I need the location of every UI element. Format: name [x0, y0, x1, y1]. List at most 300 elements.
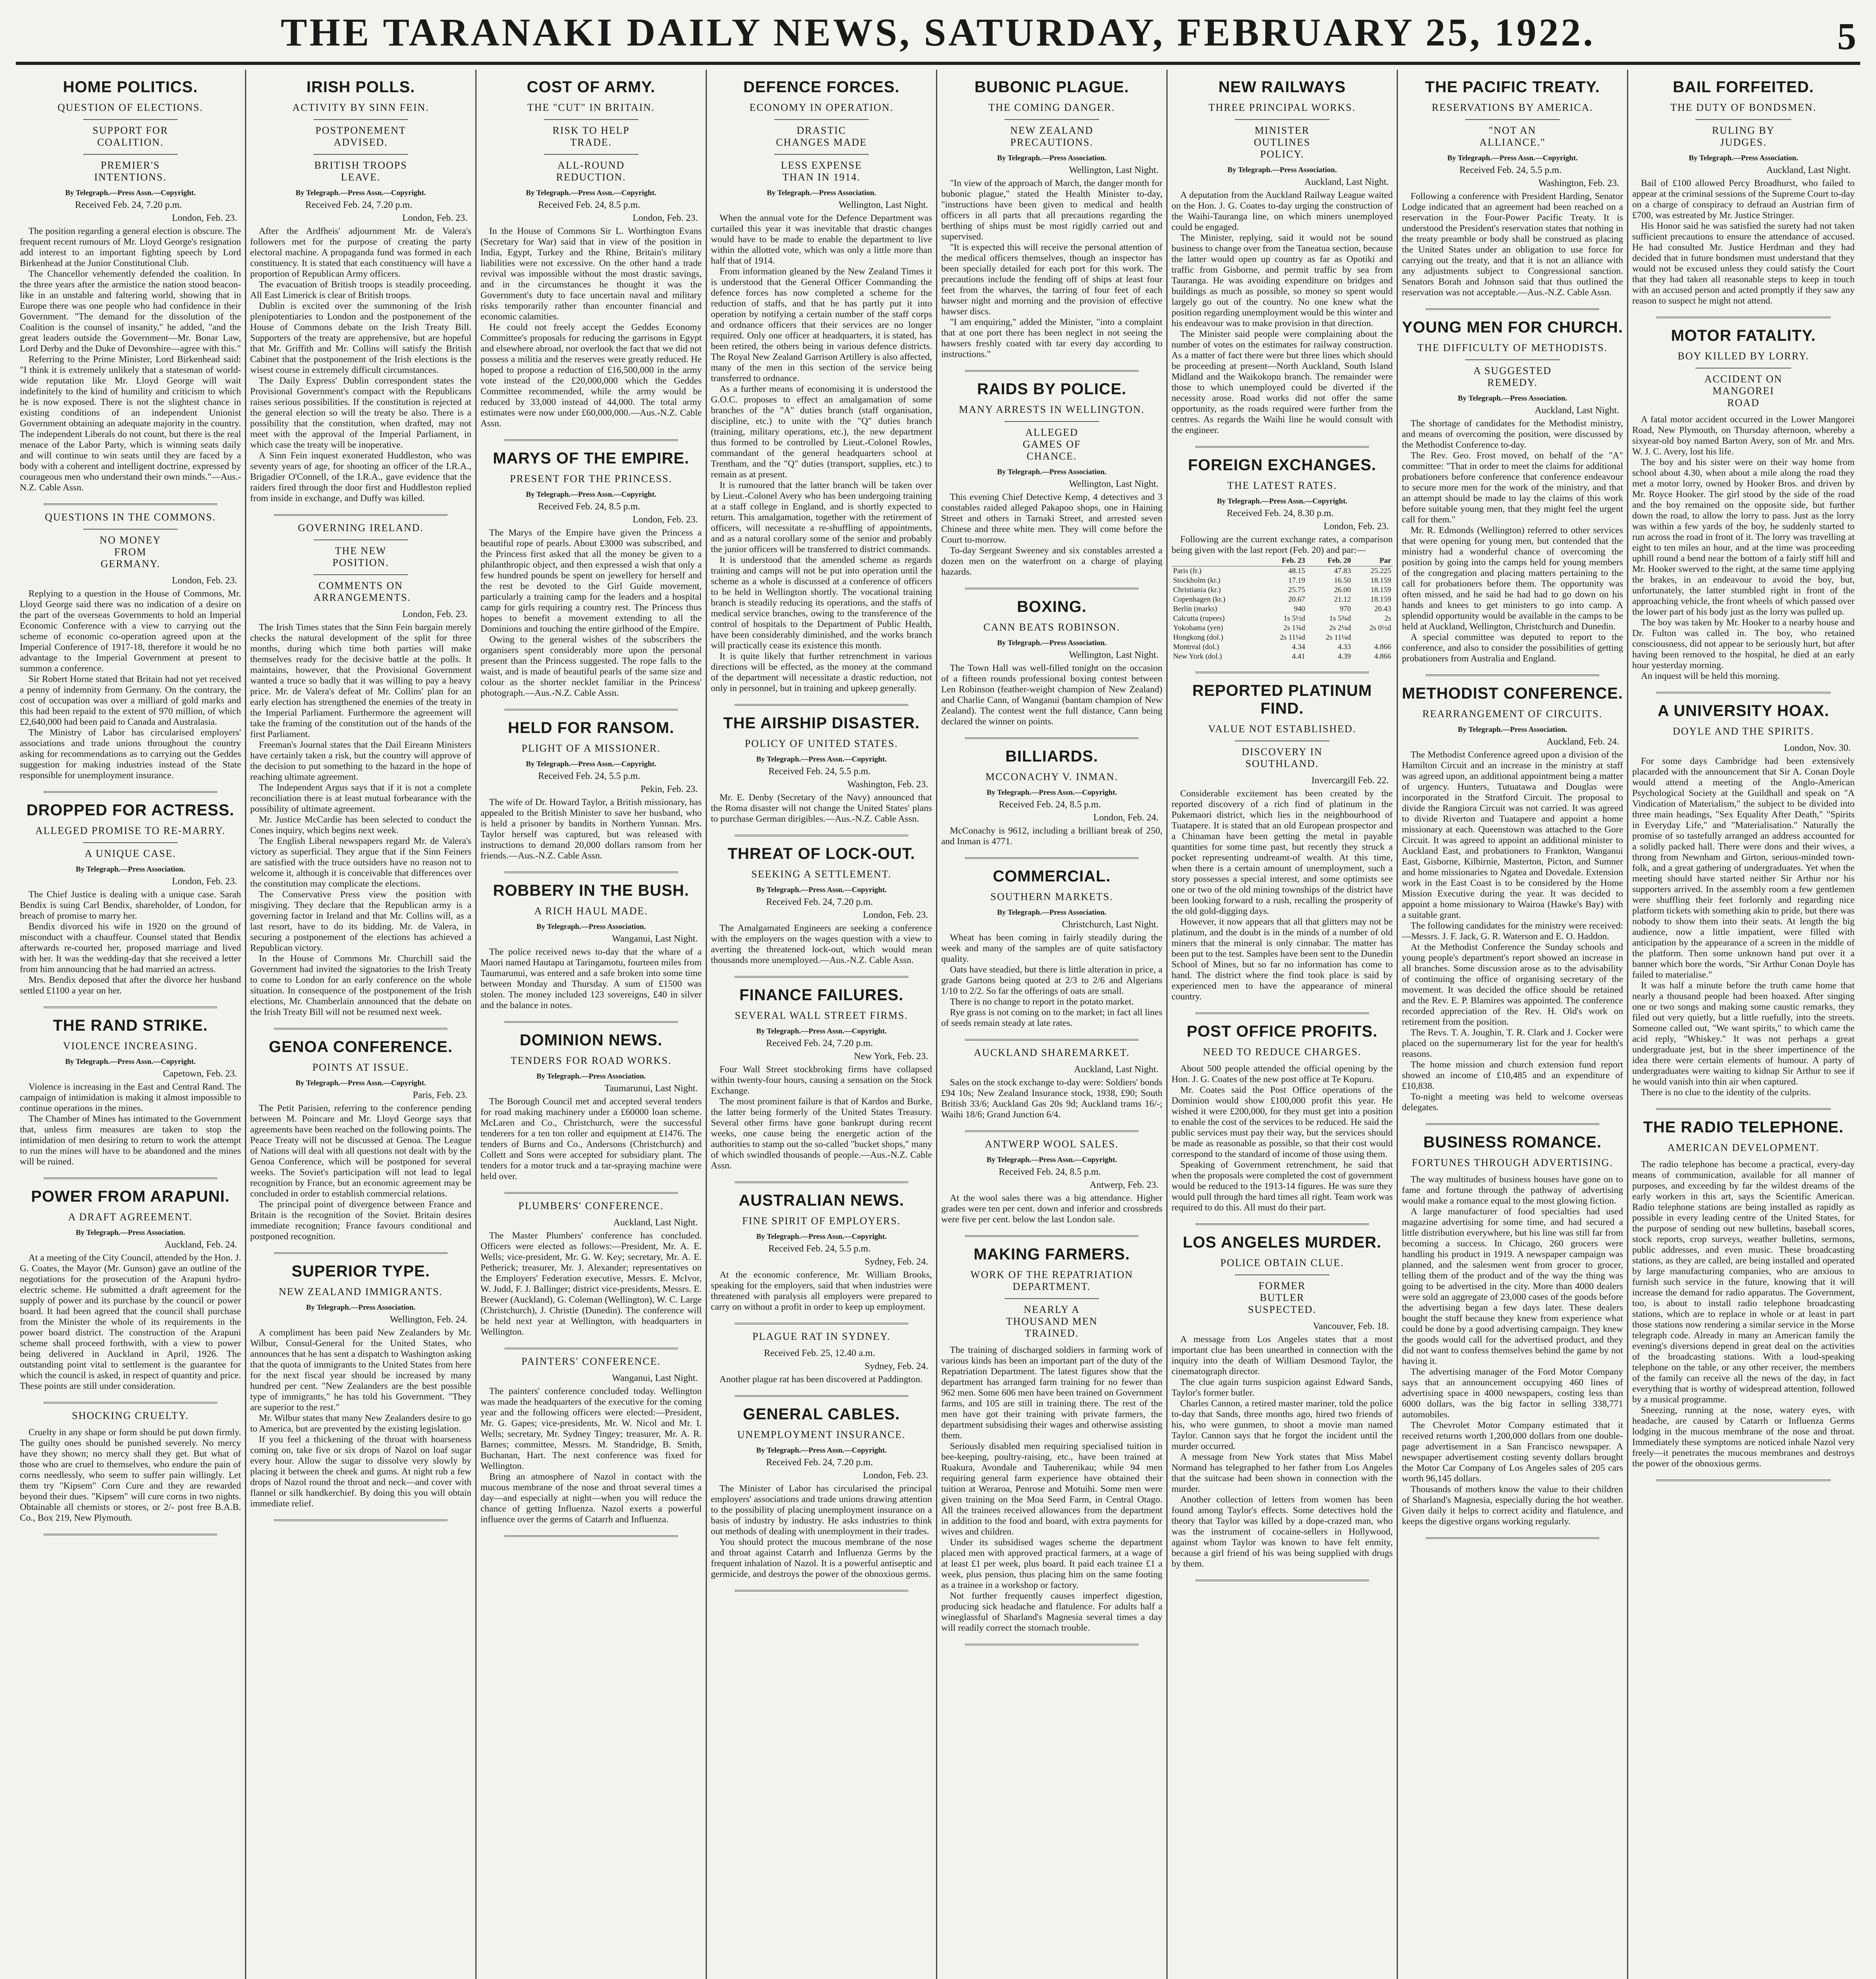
article [20, 1410, 241, 1523]
article-subheading: FORTUNES THROUGH ADVERTISING. [1412, 1157, 1613, 1168]
article-body [711, 213, 932, 694]
article-paragraph: The Amalgamated Engineers are seeking a conference with the employers on the wages question with a view to averting the threatened lock-out, which would mean thousands more unemployed.—Aus.-N.Z. Cable Assn. [711, 923, 932, 965]
article-subheading: NEW ZEALAND IMMIGRANTS. [279, 1286, 443, 1297]
article-separator [965, 588, 1139, 589]
article-paragraph: The shortage of candidates for the Methodist ministry, and means of overcoming the position, were discussed by the Methodist Conference to-day. [1402, 418, 1623, 450]
article-paragraph: However, it now appears that all that glitters may not be platinum, and the doubt is in the minds of a number of old miners that the mineral is only cinnabar. The matter has been put to the test. Samples have been sent to the Dunedin School of Mines, but so far no information has come to hand. The district where the find took place is said by experienced men to have the appearance of mineral country. [1172, 917, 1393, 1002]
article-dateline: Wellington, Last Night. [838, 200, 928, 210]
table-cell: 47.83 [1334, 567, 1351, 575]
article-subheading: UNEMPLOYMENT INSURANCE. [737, 1429, 906, 1440]
article-paragraph: Mr. Coates said the Post Office operations of the Dominion would show £100,000 profit this year. He wished it were £200,000, for they must get into a position to enable the cost of the services to be reduced. He said the public services must pay their way, but the services should be made as reasonable as possible, so that their cost would correspond to the standard of income of those using them. [1172, 1085, 1393, 1159]
article-paragraph: The Independent Argus says that if it is not a complete reconciliation there is at least mutual forbearance with the possibility of ultimate agreement. [250, 782, 471, 814]
article-paragraph: When the annual vote for the Defence Department was curtailed this year it was inevitable that drastic changes would have to be made to enable the department to live within the allotted vote, which was only a little more than half that of 1914. [711, 213, 932, 266]
article-paragraph: About 500 people attended the official opening by the Hon. J. G. Coates of the new post office at Te Kopuru. [1172, 1064, 1393, 1084]
article-dateline: Washington, Feb. 23. [847, 779, 928, 790]
article [20, 1017, 241, 1167]
article-dateline: London, Feb. 23. [172, 213, 237, 223]
article-paragraph: Sales on the stock exchange to-day were: Soldiers' bonds £94 10s; New Zealand Insurance stock, 1938, £90; South British 33/6; Auckland Gas 20s 9d; Auckland trams 16/-; Waihi 18/6; Grand Junction 6/4. [941, 1077, 1162, 1120]
table-cell: 25.225 [1370, 567, 1391, 575]
table-row [1172, 642, 1393, 652]
table-column-header: Par [1352, 556, 1393, 566]
article-byline: By Telegraph.—Press Assn.—Copyright. [756, 1027, 887, 1035]
article-headline: THE RAND STRIKE. [53, 1017, 208, 1034]
article-body [1402, 1174, 1623, 1527]
article-paragraph: The Marys of the Empire have given the Princess a beautiful rope of pearls. About £3000 was subscribed, and the Princess first asked that all the money be given to a philanthropic object, and then expressed a wish that only a few hundred pounds be spent on jewellery for herself and the rest be devoted to the Girl Guide movement, particularly a training camp for the leaders and a hospital camp for girls requiring a country rest. The Princess thus hopes to benefit a movement extending to all the Dominions and touching the entire girlhood of the Empire. [480, 528, 702, 634]
article-paragraph: As a further means of economising it is understood the G.O.C. proposes to effect an amalgamation of some branches of the "A" duties branch (staff organisation, discipline, etc.) to unite with the "Q" duties branch (training, military operations, etc.), the new department thus formed to be controlled by Lieut.-Colonel Rowles, commandant of the general headquarters school at Trentham, and the "Q" duties (transport, supplies, etc.) to remain as at present. [711, 384, 932, 480]
article-byline: By Telegraph.—Press Assn.—Copyright. [526, 760, 657, 768]
newspaper-title: THE TARANAKI DAILY NEWS, SATURDAY, FEBRUARY 25, 1922. [281, 10, 1595, 54]
table-row [1172, 614, 1393, 623]
article [480, 719, 702, 861]
article-dateline: Wellington, Last Night. [1069, 650, 1158, 660]
article-paragraph: A large manufacturer of food specialties had used magazine advertising for some time, and had secured a little distribution everywhere, but his line was still far from becoming a success. In Chicago, 260 grocers were handling his product in 1919. A newspaper campaign was planned, and the salesmen went from grocer to grocer, telling them of the product and of the way the thing was going to be advertised in the city. More than 4000 dealers were sold an aggregate of 23,000 cases of the goods before the advertising began a few days later. These dealers bought the stuff because they knew from experience what could be done by a good advertising campaign. They knew the goods would call for the advertised product, and they did not want to confess themselves behind the game by not having it. [1402, 1206, 1623, 1366]
table-cell [1352, 633, 1393, 642]
table-cell: 1s 5½d [1283, 614, 1305, 623]
article-dateline: London, Feb. 23. [402, 213, 467, 223]
article-subheading: ECONOMY IN OPERATION. [749, 102, 894, 113]
article-subheading: QUESTION OF ELECTIONS. [57, 102, 203, 113]
article-dateline: Paris, Feb. 23. [413, 1090, 467, 1100]
article-paragraph: Mr. Justice McCardie has been selected to conduct the Cones inquiry, which begins next week. [250, 815, 471, 836]
article-paragraph: A special committee was deputed to report to the conference, and also to consider the possibilities of getting probationers from Australia and England. [1402, 632, 1623, 664]
article-separator [1426, 1537, 1599, 1539]
article [250, 78, 471, 504]
article-subheading: PLUMBERS' CONFERENCE. [518, 1200, 664, 1212]
article-headline: LOS ANGELES MURDER. [1183, 1234, 1382, 1251]
article-body [20, 1253, 241, 1392]
article-paragraph: Another collection of letters from women has been found among Taylor's effects. Some detectives hold the theory that Taylor was killed by a dope-crazed man, who was the instrument of cocaine-sellers in Hollywood, against whom Taylor was known to have felt enmity, because a girl friend of his was being supplied with drugs by them. [1172, 1495, 1393, 1569]
news-column [1398, 70, 1628, 1979]
article-subheading: RISK TO HELP TRADE. [544, 119, 638, 148]
table-cell: 48.15 [1288, 567, 1305, 575]
article-subheading: SHOCKING CRUELTY. [72, 1410, 189, 1421]
table-cell: 25.75 [1288, 586, 1305, 594]
article [711, 845, 932, 966]
table-row [1172, 566, 1393, 576]
article [480, 450, 702, 699]
article-paragraph: The Town Hall was well-filled tonight on the occasion of a fifteen rounds professional boxing contest between Len Robinson (feather-weight champion of New Zealand) and Charlie Cann, of Wanganui (bantam champion of New Zealand). The contest went the full distance, Cann being declared the winner on points. [941, 663, 1162, 727]
article-subheading: RULING BY JUDGES. [1696, 119, 1791, 148]
article-paragraph: It is quite likely that further retrenchment in various directions will be effected, as the money at the command of the department will necessitate a drastic reduction, not only in personnel, but in training and upkeep generally. [711, 651, 932, 693]
article-separator [44, 1534, 217, 1535]
article-paragraph: You should protect the mucous membrane of the nose and throat against Catarrh and Influenza Germs by the frequent inhalation of Nazol. It is a powerful antiseptic and germicide, and destroys the power of the obnoxious germs. [711, 1537, 932, 1579]
article [1172, 1023, 1393, 1213]
article-subheading: VIOLENCE INCREASING. [63, 1040, 198, 1052]
article-subheading: MINISTER OUTLINES POLICY. [1235, 119, 1329, 160]
article-paragraph: Owing to the general wishes of the subscribers the organisers spent considerably more upon the personal present than the Princess suggested. The rope falls to the waist, and is made of beautiful pearls of the same size and colour as the shorter necklet familiar in the Princess' photograph.—Aus.-N.Z. Cable Assn. [480, 634, 702, 698]
article-body [1632, 1159, 1855, 1469]
article-subheading: PLIGHT OF A MISSIONER. [521, 743, 661, 754]
article-paragraph: Oats have steadied, but there is little alteration in price, a grade Gartons being quoted at 2/3 to 2/6 and Algerians 1/10 to 2/2. So far the offerings of oats are small. [941, 965, 1162, 996]
masthead [16, 2, 1860, 65]
article-subheading: AUCKLAND SHAREMARKET. [974, 1047, 1130, 1058]
article-dateline: Christchurch, Last Night. [1062, 919, 1158, 930]
article-paragraph: The English Liberal newspapers regard Mr. de Valera's victory as superficial. They argue that if the Sinn Feiners are satisfied with the truce outsiders have no reason not to welcome it, although it is conceivable that differences over the constitution may complicate the elections. [250, 836, 471, 889]
article-body [711, 1374, 932, 1385]
article [1172, 78, 1393, 436]
article-dateline: London, Feb. 23. [632, 515, 698, 525]
article-body [480, 797, 702, 861]
article-body [1402, 750, 1623, 1113]
article-body [941, 933, 1162, 1029]
article-headline: GENERAL CABLES. [743, 1405, 900, 1423]
article-paragraph: The home mission and church extension fund report showed an income of £10,485 and an expenditure of £10,838. [1402, 1060, 1623, 1091]
article-headline: DOMINION NEWS. [520, 1031, 663, 1049]
article [20, 511, 241, 781]
article-paragraph: Another plague rat has been discovered at Paddington. [720, 1374, 923, 1385]
article-paragraph: Bring an atmosphere of Nazol in contact with the mucous membrane of the nose and throat several times a day—and especially at night—when you will reduce the chance of getting Influenza. Nazol exerts a powerful influence over the germs of Catarrh and Influenza. [480, 1472, 702, 1525]
article [480, 78, 702, 429]
article-subheading: ALL-ROUND REDUCTION. [544, 154, 638, 183]
article-headline: MAKING FARMERS. [974, 1246, 1130, 1263]
article-paragraph: A deputation from the Auckland Railway League waited on the Hon. J. G. Coates to-day urging the construction of the Waihi-Tauranga line, on which miners unemployed could be engaged. [1172, 190, 1393, 232]
article-paragraph: Violence is increasing in the East and Central Rand. The campaign of intimidation is making it almost impossible to continue operations in the mines. [20, 1082, 241, 1113]
article-subheading: NO MONEY FROM GERMANY. [83, 529, 178, 570]
article-paragraph: Bail of £100 allowed Percy Broadhurst, who failed to appear at the criminal sessions of the Supreme Court to-day on a charge of conspiracy to defraud an Austrian firm of £700, was estreated by Mr. Justice Stringer. [1632, 178, 1855, 220]
article-paragraph: To-night a meeting was held to welcome overseas delegates. [1402, 1092, 1623, 1113]
article-subheading: ALLEGED PROMISE TO RE-MARRY. [35, 825, 226, 836]
article-paragraph: A Sinn Fein inquest exonerated Huddleston, who was seventy years of age, for shooting an officer of the I.R.A., Brigadier O'Connell, of the I.R.A., gave evidence that the raiders fired through the door first and Huddleston replied from inside in exchange, and Duffy was killed. [250, 450, 471, 503]
article-paragraph: The position regarding a general election is obscure. The frequent recent rumours of Mr. Lloyd George's resignation add interest to an important fighting speech by Lord Birkenhead at the Junior Constitutional Club. [20, 226, 241, 268]
article-body [250, 226, 471, 504]
article-paragraph: Mr. R. Edmonds (Wellington) referred to other services that were opening for young men, but contended that the ministry had a wonderful chance of overcoming the position by going into the camps held for young members of the congregation and placing matters pertaining to the call for probationers before them. The opportunity was often missed, and he said he had had to go down on his hands and knees to get ministers to go into camp. A splendid opportunity would be available in the camps to be held at Auckland, Wellington, Christchurch and Dunedin. [1402, 525, 1623, 632]
article-byline: By Telegraph.—Press Association. [767, 189, 876, 197]
article-body [480, 1231, 702, 1337]
article [1172, 456, 1393, 661]
table-row [1172, 652, 1393, 661]
article-paragraph: Wheat has been coming in fairly steadily during the week and many of the samples are of quite satisfactory quality. [941, 933, 1162, 964]
article-subheading: WORK OF THE REPATRIATION DEPARTMENT. [970, 1269, 1134, 1292]
article-subheading: ANTWERP WOOL SALES. [985, 1138, 1119, 1150]
article [941, 78, 1162, 360]
article-columns [16, 70, 1860, 1979]
table-cell: 940 [1294, 605, 1305, 613]
article-paragraph: At a meeting of the City Council, attended by the Hon. J. G. Coates, the Mayor (Mr. Gunson) gave an outline of the negotiations for the prosecution of the Arapuni hydro-electric scheme. He submitted a draft agreement for the supply of power and its purchase by the council or power board. It had been agreed that the council shall purchase from the Minister the whole of its requirements in the power board district. The construction of the Arapuni scheme shall proceed forthwith, with a view to power being delivered in Auckland in April, 1926. The outstanding point vital to settlement is the guarantee for which the council is asked, in respect of quantity and price. These points are still under consideration. [20, 1253, 241, 1391]
article [20, 78, 241, 493]
table-cell: Paris (fr.) [1173, 567, 1202, 575]
article-subheading: QUESTIONS IN THE COMMONS. [45, 511, 216, 523]
article-paragraph: The Master Plumbers' conference has concluded. Officers were elected as follows:—President, Mr. A. E. Wells; vice-president, Mr. G. W. Key; secretary, Mr. A. E. Petherick; treasurer, Mr. J. Alexander; representatives on the Employers' Federation executive, Messrs. E. McIvor, W. Judd, F. J. Ballinger; district vice-presidents, Messrs. E. Brewer (Auckland), G. Coleman (Wellington), W. C. Large (Christchurch), J. Christie (Dunedin). The conference will be held next year at Wellington, with headquarters in Wellington. [480, 1231, 702, 1337]
article [1172, 1234, 1393, 1569]
article-paragraph: Not further frequently causes imperfect digestion, producing sick headache and flatulence. For adults half a wineglassful of Sharland's Magnesia several times a day will readily correct the stomach trouble. [941, 1591, 1162, 1633]
article-dateline: Antwerp, Feb. 23. [1090, 1180, 1158, 1190]
article-body [711, 792, 932, 824]
article-dateline: Wellington, Last Night. [1069, 165, 1158, 175]
article-body [941, 1193, 1162, 1225]
article-subheading: THE LATEST RATES. [1227, 480, 1337, 491]
article-separator [735, 835, 908, 836]
article-subheading: THE NEW POSITION. [313, 539, 408, 569]
article-headline: RAIDS BY POLICE. [977, 380, 1127, 398]
article-headline: THE RADIO TELEPHONE. [1643, 1119, 1844, 1136]
article [711, 1405, 932, 1580]
table-cell: Stockholm (kr.) [1173, 576, 1221, 585]
article-subheading: THE DUTY OF BONDSMEN. [1670, 102, 1817, 113]
article [1632, 78, 1855, 306]
table-row [1172, 585, 1393, 595]
article-received-time: Received Feb. 24, 8.5 p.m. [538, 200, 640, 210]
article [941, 380, 1162, 577]
article-paragraph: "I am enquiring," added the Minister, "into a complaint that at one port there has been neglect in not seeing the hawsers freshly coated with tar every day according to instructions." [941, 317, 1162, 359]
article [480, 1356, 702, 1525]
table-cell: 2s [1384, 614, 1391, 623]
article [941, 1047, 1162, 1120]
article-subheading: POLICE OBTAIN CLUE. [1220, 1257, 1344, 1269]
exchange-rates-table [1172, 556, 1393, 661]
table-cell: Hongkong (dol.) [1173, 633, 1223, 642]
article-body [480, 226, 702, 429]
article-dateline: Wellington, Feb. 24. [389, 1314, 467, 1325]
article-subheading: CANN BEATS ROBINSON. [983, 621, 1120, 633]
article-paragraph: The Chevrolet Motor Company estimated that it received returns worth 1,200,000 dollars from one double-page advertisement in a San Francisco newspaper. A newspaper advertisement costing seventy dollars brought the Motor Car Company of Los Angeles sales of 205 cars worth 96,145 dollars. [1402, 1420, 1623, 1484]
article-dateline: London, Feb. 24. [1093, 813, 1158, 823]
article [250, 522, 471, 1018]
article-paragraph: The Minister, replying, said it would not be sound business to change over from the Taneatua section, because the latter would open up country as far as Opotiki and traffic from Gisborne, and permit traffic by sea from Tauranga. He was avoiding expenditure on bridges and buildings as much as possible, so money so spent would largely go out of the country. No one knew what the position regarding unemployment would be this winter and his endeavour was to make provision in that direction. [1172, 233, 1393, 329]
article-subheading: THE COMING DANGER. [988, 102, 1115, 113]
article-paragraph: His Honor said he was satisfied the surety had not taken sufficient precautions to ensure the attendance of accused. He had consulted Mr. Justice Herdman and they had decided that in future bondsmen must understand that they would not be excused unless they could satisfy the Court that they had taken all reasonable steps to keep in touch with an accused person and acted promptly if they saw any reason to suspect he might not attend. [1632, 221, 1855, 306]
article-body [20, 889, 241, 996]
article-received-time: Received Feb. 24, 8.5 p.m. [999, 800, 1101, 810]
article-separator [965, 737, 1139, 739]
article-paragraph: It was half a minute before the truth came home that nearly a thousand people had been hoaxed. After singing one or two songs and making some caustic remarks, they filed out very quietly, but a little ruefully, into the streets. Someone called out, "We want spirits," to which came the acid reply, "Whiskey." It was not perhaps a great undergraduate jest, but in the sheer impertinence of the idea there were certain elements of humour. A party of undergraduates were waiting to kidnap Sir Arthur to see if he would vanish into thin air when captured. [1632, 980, 1855, 1087]
article-paragraph: Thousands of mothers know the value to their children of Sharland's Magnesia, especially during the hot weather. Given daily it helps to correct acidity and flatulence, and keeps the digestive organs working regularly. [1402, 1484, 1623, 1527]
article-byline: By Telegraph.—Press Assn.—Copyright. [65, 189, 196, 197]
article-received-time: Received Feb. 24, 8.5 p.m. [999, 1167, 1101, 1177]
article-headline: BILLIARDS. [1005, 748, 1098, 765]
article-byline: By Telegraph.—Press Association. [536, 923, 646, 931]
article-subheading: AMERICAN DEVELOPMENT. [1667, 1142, 1819, 1153]
article-paragraph: There is no change to report in the potato market. [950, 997, 1134, 1007]
article-body [20, 226, 241, 493]
article-separator [735, 1181, 908, 1183]
article-body [711, 1270, 932, 1312]
article-body [941, 1077, 1162, 1120]
table-cell: Montreal (dol.) [1173, 643, 1219, 651]
table-cell: Christiania (kr.) [1173, 586, 1221, 594]
article-paragraph: Following are the current exchange rates, a comparison being given with the last report (Feb. 20) and par:— [1172, 534, 1393, 555]
article-paragraph: The boy was taken by Mr. Hooker to a nearby house and Dr. Fulton was called in. The boy, who retained consciousness, did not appear to be seriously hurt, but after having been removed to the hospital, he died at an early hour yesterday morning. [1632, 617, 1855, 670]
article-headline: AUSTRALIAN NEWS. [739, 1192, 904, 1209]
article-dateline: London, Nov. 30. [1784, 743, 1851, 753]
article-separator [504, 1535, 678, 1537]
article-byline: By Telegraph.—Press Association. [1458, 726, 1567, 734]
table-row [1172, 633, 1393, 642]
article-paragraph: The Conservative Press view the position with misgiving. They declare that the Republican army is a governing factor in Ireland and that Mr. Collins will, as a last resort, have to do its bidding. Mr. de Valera, in securing a postponement of the elections has achieved a Republican victory. [250, 889, 471, 953]
article-byline: By Telegraph.—Press Assn.—Copyright. [295, 1079, 426, 1087]
article-paragraph: The Chamber of Mines has intimated to the Government that, unless firm measures are taken to stop the intimidation of men desiring to return to work the attempt to run the mines will have to be abandoned and the mines will be ruined. [20, 1114, 241, 1167]
article-separator [1426, 674, 1599, 676]
page-number: 5 [1837, 15, 1856, 57]
article-separator [274, 1519, 448, 1521]
table-header-row [1172, 556, 1393, 566]
news-column [937, 70, 1168, 1979]
table-cell: 970 [1339, 605, 1351, 613]
article-paragraph: At the Methodist Conference the Sunday schools and young people's department's report showed an increase in all branches. Some discussion arose as to the advisability of continuing the office of organising secretary of the movement. It was decided the office should be retained and the Rev. E. P. Blamires was appointed. The conference recorded appreciation of the Rev. H. Old's work on retirement from the position. [1402, 942, 1623, 1027]
article-body [250, 1328, 471, 1509]
article-dateline: Auckland, Last Night. [1074, 1064, 1158, 1075]
table-row [1172, 623, 1393, 633]
article-paragraph: In the House of Commons Mr. Churchill said the Government had invited the signatories to the Irish Treaty to come to London for an early conference on the whole situation. In consequence of the postponement of the Irish elections, Mr. Chamberlain announced that the debate on the Irish Treaty Bill will not be resumed next week. [250, 953, 471, 1017]
article [1402, 685, 1623, 1113]
article-dateline: London, Feb. 23. [863, 1470, 928, 1481]
article-body [1172, 190, 1393, 436]
table-cell: 4.866 [1374, 643, 1391, 651]
article-body [1632, 414, 1855, 682]
article-paragraph: There is no clue to the identity of the culprits. [1641, 1087, 1811, 1098]
article-body [480, 528, 702, 699]
article-separator [735, 976, 908, 978]
table-cell: Berlin (marks) [1173, 605, 1217, 613]
article-received-time: Received Feb. 24, 7.20 p.m. [766, 897, 873, 907]
article [711, 1192, 932, 1312]
article [480, 1200, 702, 1337]
article-subheading: POLICY OF UNITED STATES. [744, 738, 898, 749]
article-paragraph: For some days Cambridge had been extensively placarded with the announcement that Sir A. Conan Doyle would attend a meeting of the Anglo-American Psychological Society at the Guildhall and speak on "A Vindication of Materialism," the subject to be divided into three main headings, "Sex Equality After Death," "Spirits in Everyday Life," and "Materialisation." Naturally the promise of so tastefully arranged an address accounted for a solidly packed hall. There were dons and their wives, a throng from Newnham and Girton, serious-minded town-folk, and a great gathering of undergraduates. Yet when the meeting should have started neither Sir Arthur nor his supporters arrived. In the assembly room a few gentlemen were shuffling their feet forlornly and regarding nice platform tickets with something akin to pride, but there was nobody to show them into their seats. At length the big audience, now a little impatient, were filled with anticipation by the appearance of a screen in the middle of the platform. Then some unknown hand put over it a banner which bore the words, "Sir Arthur Conan Doyle has failed to materialise." [1632, 756, 1855, 980]
table-cell: Copenhagen (kr.) [1173, 595, 1225, 604]
article-subheading: REARRANGEMENT OF CIRCUITS. [1422, 708, 1603, 720]
table-column-header [1172, 556, 1261, 566]
article-subheading: SUPPORT FOR COALITION. [83, 119, 178, 148]
article-paragraph: A compliment has been paid New Zealanders by Mr. Wilbur, Consul-General for the United States, who announces that he has sent a dispatch to Washington asking that the quota of immigrants to the United States from here for the next fiscal year should be increased by many hundred per cent. "New Zealanders are the best possible type of immigrants," he has told his Government. "They are superior to the rest." [250, 1328, 471, 1413]
article-paragraph: He could not freely accept the Geddes Economy Committee's proposals for reducing the garrisons in Egypt and elsewhere abroad, nor overlook the fact that we did not possess a militia and the reserves were greatly reduced. He hoped to propose a reduction of £16,500,000 in the army vote instead of the £20,000,000 which the Geddes Committee recommended, while the army would be reduced by 33,000 instead of 44,000. The total army estimates were now under £60,000,000.—Aus.-N.Z. Cable Assn. [480, 322, 702, 429]
article-body [711, 1064, 932, 1171]
table-cell: 21.12 [1334, 595, 1351, 604]
article [250, 1038, 471, 1242]
article-byline: By Telegraph.—Press Assn.—Copyright. [756, 1233, 887, 1241]
table-cell: 16.50 [1334, 576, 1351, 585]
article-subheading: PREMIER'S INTENTIONS. [83, 154, 178, 183]
article-paragraph: At the economic conference, Mr. William Brooks, speaking for the employers, said that when industries were threatened with paralysis all employers were prepared to carry on without a profit in order to keep up employment. [711, 1270, 932, 1312]
article-subheading: PLAGUE RAT IN SYDNEY. [752, 1331, 891, 1342]
article-separator [965, 857, 1139, 859]
table-cell: 20.67 [1288, 595, 1305, 604]
article-subheading: LESS EXPENSE THAN IN 1914. [774, 154, 869, 183]
article-paragraph: The evacuation of British troops is steadily proceeding. All East Limerick is clear of British troops. [250, 279, 471, 300]
article-separator [44, 791, 217, 793]
article-body [711, 1483, 932, 1580]
article-separator [965, 1039, 1139, 1041]
article-body [941, 663, 1162, 727]
article-separator [735, 1395, 908, 1397]
article-headline: THREAT OF LOCK-OUT. [727, 845, 915, 862]
article [480, 882, 702, 1011]
table-cell: 2s 11¼d [1325, 633, 1351, 642]
table-column-header: Feb. 23 [1261, 556, 1307, 566]
article-byline: By Telegraph.—Press Association. [997, 908, 1107, 917]
article-subheading: PRESENT FOR THE PRINCESS. [510, 473, 672, 484]
article-separator [504, 439, 678, 441]
article-paragraph: The way multitudes of business houses have gone on to fame and fortune through the pathway of advertising would make a romance equal to the most glowing fiction. [1402, 1174, 1623, 1206]
article-byline: By Telegraph.—Press Association. [1458, 394, 1567, 403]
article-subheading: FINE SPIRIT OF EMPLOYERS. [742, 1215, 901, 1227]
article-headline: COST OF ARMY. [527, 78, 655, 96]
article [20, 801, 241, 996]
article-dateline: New York, Feb. 23. [854, 1051, 928, 1062]
article-byline: By Telegraph.—Press Assn.—Copyright. [65, 1058, 196, 1066]
article-subheading: THREE PRINCIPAL WORKS. [1208, 102, 1356, 113]
article-dateline: Washington, Feb. 23. [1538, 178, 1619, 188]
table-cell: 2s 1¾d [1283, 624, 1305, 632]
table-cell: 17.19 [1288, 576, 1305, 585]
news-column [707, 70, 937, 1979]
article [711, 714, 932, 824]
article-paragraph: Rye grass is not coming on to the market; in fact all lines of seeds remain steady at late rates. [941, 1007, 1162, 1028]
article-subheading: THE DIFFICULTY OF METHODISTS. [1417, 342, 1608, 353]
article-paragraph: The principal point of divergence between France and Britain is the recognition of the Soviet. Britain desires immediate recognition; France favours conditional and postponed recognition. [250, 1199, 471, 1242]
article-body [20, 1082, 241, 1167]
article-received-time: Received Feb. 24, 7.20 p.m. [75, 200, 182, 210]
article [1632, 327, 1855, 682]
article-paragraph: This evening Chief Detective Kemp, 4 detectives and 3 constables raided alleged Pakapoo shops, one in Haining Street and others in Tarnaki Street, and arrested seven Chinese and three white men. They will come before the Court to-morrow. [941, 492, 1162, 545]
article-headline: NEW RAILWAYS [1218, 78, 1346, 96]
article-subheading: A DRAFT AGREEMENT. [68, 1211, 193, 1223]
article-paragraph: The police received news to-day that the whare of a Maori named Hautapu at Taringamotu, fourteen miles from Taumarunui, was entered and a safe broken into some time between Monday and Thursday. A sum of £1500 was stolen. The money included 123 sovereigns, £40 in silver and the balance in notes. [480, 947, 702, 1010]
article-subheading: ACCIDENT ON MANGOREI ROAD [1696, 368, 1791, 409]
article-subheading: "NOT AN ALLIANCE." [1465, 119, 1560, 148]
article-subheading: POSTPONEMENT ADVISED. [313, 119, 408, 148]
article-body [1172, 1334, 1393, 1569]
article-byline: By Telegraph.—Press Association. [76, 865, 185, 874]
article-headline: BAIL FORFEITED. [1673, 78, 1814, 96]
article-paragraph: Seriously disabled men requiring specialised tuition in bee-keeping, poultry-raising, etc., have been trained at Ruakura, Avondale and Tauherenikau; while 94 men requiring general farm experience have obtained their tuition at Weraroa, Penrose and Motuihi. Some men were given training on the Moa Seed Farm, in Central Otago. All the trainees received allowances from the department in addition to the food and board, with extra payments for wives and children. [941, 1441, 1162, 1537]
article-subheading: POINTS AT ISSUE. [312, 1062, 409, 1073]
article-subheading: SEVERAL WALL STREET FIRMS. [735, 1010, 908, 1021]
article-paragraph: The Minister said people were complaining about the number of votes on the estimates for railway construction. As a matter of fact there were but three lines which should be proceeding at present—North Auckland, South Island Midland and the Waikokopu branch. The remainder were those to which unemployed could be diverted if the necessity arose. Road works did not offer the same opportunity, as the roads required were further from the centres. As regards the Waihi line he would consult with the engineer. [1172, 329, 1393, 435]
article-separator [504, 1192, 678, 1194]
article-separator [1195, 1223, 1369, 1225]
article-subheading: PAINTERS' CONFERENCE. [521, 1356, 661, 1367]
article-paragraph: It is understood that the amended scheme as regards training and camps will not be put into operation until the scheme as a whole is discussed at a conference of officers to be held in Wellington shortly. The vocational training branch is steadily reducing its operations, and the staffs of medical service branches, owing to the transference of the control of hospitals to the Department of Public Health, have been considerably diminished, and the works branch will practically cease its existence this month. [711, 555, 932, 651]
article-body [480, 947, 702, 1011]
article-byline: By Telegraph.—Press Assn.—Copyright. [1447, 154, 1578, 162]
article-byline: By Telegraph.—Press Assn.—Copyright. [986, 1156, 1117, 1164]
article-subheading: NEED TO REDUCE CHARGES. [1203, 1046, 1361, 1058]
article-body [941, 178, 1162, 360]
article-paragraph: Bendix divorced his wife in 1920 on the ground of misconduct with a chauffeur. Counsel stated that Bendix afterwards re-courted her, proposed marriage and lived with her. It was the wedding-day that she received a letter from him announcing that he had married an actress. [20, 921, 241, 974]
article-received-time: Received Feb. 25, 12.40 a.m. [764, 1348, 875, 1358]
article-subheading: MANY ARRESTS IN WELLINGTON. [959, 404, 1145, 415]
article-subheading: ALLEGED GAMES OF CHANCE. [1004, 421, 1099, 462]
article-subheading: SEEKING A SETTLEMENT. [751, 868, 892, 880]
article-separator [44, 1178, 217, 1179]
article-received-time: Received Feb. 24, 7.20 p.m. [305, 200, 412, 210]
article-byline: By Telegraph.—Press Assn.—Copyright. [295, 189, 426, 197]
article-headline: THE AIRSHIP DISASTER. [723, 714, 920, 732]
article [250, 1263, 471, 1509]
news-column [16, 70, 246, 1979]
article-separator [965, 1644, 1139, 1645]
article-separator [1195, 446, 1369, 448]
article-body [250, 622, 471, 1018]
article-headline: POWER FROM ARAPUNI. [31, 1188, 230, 1205]
article-subheading: A RICH HAUL MADE. [534, 905, 648, 917]
article-paragraph: The most prominent failure is that of Kardos and Burke, the latter being formerly of the United States Treasury. Several other firms have gone bankrupt during recent weeks, one cause being the energetic action of the authorities to stamp out the so-called "bucket shops," many of which swindled thousands of people.—Aus.-N.Z. Cable Assn. [711, 1096, 932, 1171]
article-headline: DROPPED FOR ACTRESS. [26, 801, 235, 819]
article-byline: By Telegraph.—Press Association. [536, 1072, 646, 1081]
article-dateline: London, Feb. 23. [172, 575, 237, 586]
article-dateline: Auckland, Last Night. [1304, 177, 1389, 187]
article-separator [44, 503, 217, 505]
article-dateline: London, Feb. 23. [402, 609, 467, 619]
article-dateline: Auckland, Last Night. [1766, 165, 1851, 175]
table-cell: 2s 11¼d [1280, 633, 1305, 642]
news-column [1168, 70, 1398, 1979]
article-received-time: Received Feb. 24, 8.30 p.m. [1227, 508, 1334, 518]
article-received-time: Received Feb. 24, 5.5 p.m. [768, 766, 871, 777]
article-headline: DEFENCE FORCES. [743, 78, 900, 96]
article-subheading: MCCONACHY V. INMAN. [985, 771, 1118, 782]
article-dateline: Taumarunui, Last Night. [604, 1083, 698, 1094]
